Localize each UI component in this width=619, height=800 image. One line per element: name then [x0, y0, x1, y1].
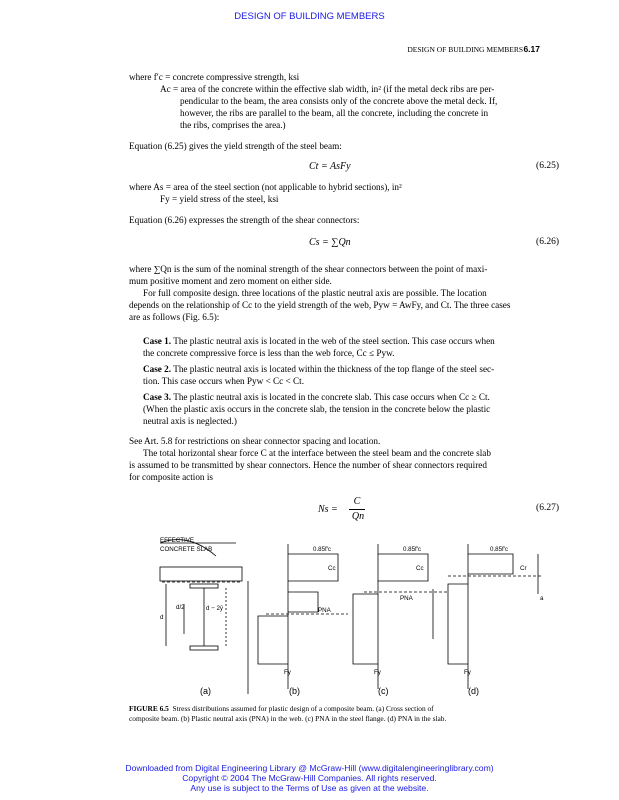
concrete-slab: [160, 567, 242, 581]
steel-compression-b: [288, 592, 318, 612]
def-ac-cont: the ribs, comprises the area.): [180, 120, 286, 130]
dim-d2y-label: d − 2ȳ: [206, 605, 224, 612]
stress-label-c: 0.85f′c: [403, 546, 422, 553]
paragraph: Equation (6.26) expresses the strength of the shear connectors:: [129, 215, 360, 225]
running-head: DESIGN OF BUILDING MEMBERS: [407, 45, 523, 54]
figure-caption: [129, 704, 559, 723]
fraction-bar: [349, 509, 365, 510]
paragraph: are as follows (Fig. 6.5):: [129, 312, 220, 322]
fy-label-b: Fy: [284, 669, 291, 676]
case-3: [143, 392, 559, 403]
equation-6-25: [129, 161, 559, 175]
force-cc-b: Cc: [328, 565, 336, 572]
paragraph: See Art. 5.8 for restrictions on shear connector spacing and location.: [129, 436, 381, 446]
slab-label-1: EFFECTIVE: [160, 537, 195, 544]
case-text: tion. This case occurs when Pyw < Cc < Ct.: [143, 376, 305, 386]
case-text: (When the plastic axis occurs in the concrete slab, the tension in the concrete below the plastic: [143, 404, 491, 414]
paragraph: where ∑Qn is the sum of the nominal strength of the shear connectors between the point of maxi-: [129, 264, 488, 274]
slab-label-2: CONCRETE SLAB: [160, 546, 213, 553]
def-ac-cont: however, the ribs are parallel to the beam, all the concrete, including the concrete in: [180, 108, 489, 118]
case-1: [143, 336, 559, 347]
caption-label: FIGURE 6.5: [129, 704, 169, 713]
fy-label-c: Fy: [374, 669, 381, 676]
footer: [0, 763, 619, 793]
force-cr-d: Cr: [520, 565, 527, 572]
paragraph: Equation (6.25) gives the yield strength of the steel beam:: [129, 141, 342, 151]
subfigure-label-b: (b): [289, 686, 300, 696]
paragraph: The total horizontal shear force C at the interface between the steel beam and the concrete slab: [143, 448, 491, 458]
case-text: the concrete compressive force is less than the web force, Cc ≤ Pyw.: [143, 348, 395, 358]
def-ac: Ac = area of the concrete within the effective slab width, in² (if the metal deck ribs are per-: [160, 84, 495, 94]
equation-formula: Cs = ∑Qn: [309, 237, 351, 248]
dim-d-label: d: [160, 614, 164, 621]
footer-terms-link[interactable]: Any use is subject to the Terms of Use as given at the website.: [190, 783, 429, 793]
paragraph: For full composite design. three locations of the plastic neutral axis are possible. The location: [143, 288, 487, 298]
pna-label-c: PNA: [400, 595, 413, 602]
equation-6-27: [318, 496, 378, 526]
equation-denominator: Qn: [351, 511, 365, 522]
def-fc: where f′c = concrete compressive strength, ksi: [129, 72, 300, 82]
equation-formula: Ct = AsFy: [309, 161, 351, 172]
dim-a-label: a: [540, 595, 544, 602]
figure-6-5-diagram: [148, 534, 550, 696]
force-cc-c: Cc: [416, 565, 424, 572]
caption-text: composite beam. (b) Plastic neutral axis (PNA) in the web. (c) PNA in the steel flange. (d) PNA in the slab.: [129, 713, 447, 723]
bottom-flange: [190, 646, 218, 650]
case-text: The plastic neutral axis is located within the thickness of the top flange of the steel sec-: [173, 364, 495, 374]
footer-download-link[interactable]: Downloaded from Digital Engineering Library @ McGraw-Hill (www.digitalengineeringlibrary.com): [125, 763, 494, 773]
case-label: Case 2.: [143, 364, 172, 374]
dim-d2-label: d/2: [176, 604, 185, 611]
subfigure-label-c: (c): [378, 686, 389, 696]
stress-label-b: 0.85f′c: [313, 546, 332, 553]
case-text: neutral axis is neglected.): [143, 416, 237, 426]
footer-copyright: Copyright © 2004 The McGraw-Hill Companies. All rights reserved.: [182, 773, 437, 783]
equation-lhs: Ns =: [318, 504, 338, 515]
page-number: 6.17: [523, 44, 540, 54]
equation-number: (6.25): [536, 161, 559, 171]
def-fy: Fy = yield stress of the steel, ksi: [160, 194, 279, 204]
case-text: The plastic neutral axis is located in the concrete slab. This case occurs when Cc ≥ Ct.: [173, 392, 490, 402]
caption-text: Stress distributions assumed for plastic design of a composite beam. (a) Cross section of: [172, 704, 434, 713]
equation-numerator: C: [353, 496, 361, 507]
case-label: Case 3.: [143, 392, 172, 402]
def-ac-cont: pendicular to the beam, the area consists only of the concrete above the metal deck. If,: [180, 96, 498, 106]
equation-6-26: [129, 237, 559, 251]
top-banner-title: DESIGN OF BUILDING MEMBERS: [234, 11, 385, 22]
steel-tension-b: [258, 616, 288, 664]
equation-number: (6.26): [536, 237, 559, 247]
fy-label-d: Fy: [464, 669, 471, 676]
case-text: The plastic neutral axis is located in the web of the steel section. This case occurs when: [173, 336, 495, 346]
paragraph: is assumed to be transmitted by shear connectors. Hence the number of shear connectors required: [129, 460, 487, 470]
paragraph: depends on the relationship of Cc to the yield strength of the web, Pyw = AwFy, and Ct. The three cases: [129, 300, 511, 310]
subfigure-label-a: (a): [200, 686, 211, 696]
paragraph: for composite action is: [129, 472, 213, 482]
stress-label-d: 0.85f′c: [490, 546, 509, 553]
equation-number: (6.27): [536, 503, 559, 513]
def-as: where As = area of the steel section (not applicable to hybrid sections), in²: [129, 182, 402, 192]
steel-tension-d: [448, 584, 468, 664]
case-2: [143, 364, 559, 375]
paragraph: mum positive moment and zero moment on either side.: [129, 276, 332, 286]
concrete-block-d: [468, 554, 513, 574]
subfigure-label-d: (d): [468, 686, 479, 696]
case-label: Case 1.: [143, 336, 172, 346]
steel-tension-c: [353, 594, 378, 664]
pna-label-b: PNA: [318, 607, 331, 614]
top-flange: [190, 584, 218, 588]
